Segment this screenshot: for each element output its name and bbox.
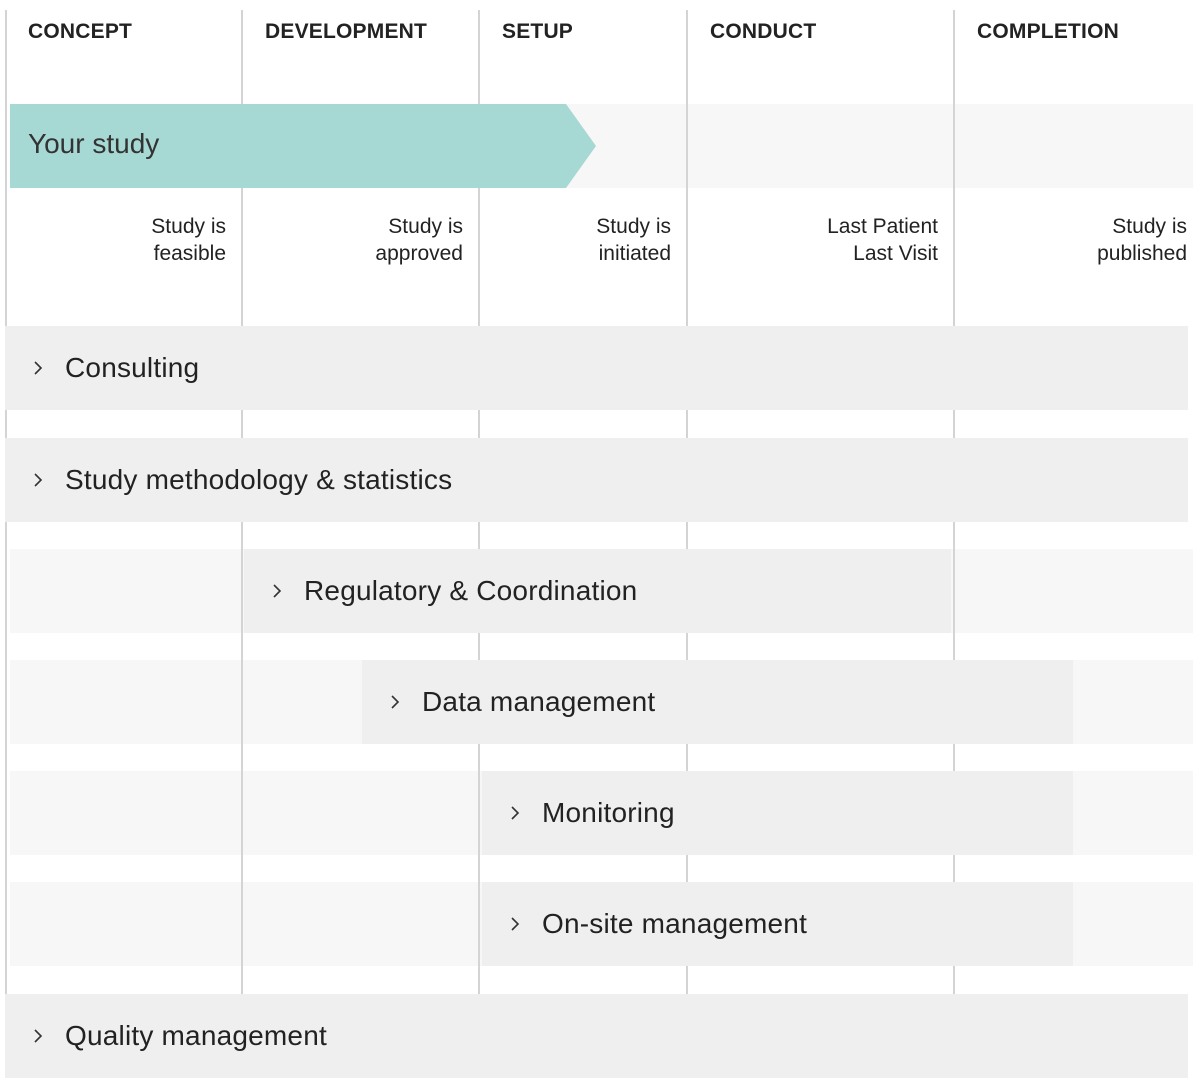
milestone-line: Last Patient <box>827 215 938 238</box>
phase-header-development: DEVELOPMENT <box>265 20 428 43</box>
milestone-published <box>1097 213 1187 267</box>
milestone-last-patient-last-visit <box>827 213 938 267</box>
service-label: Quality management <box>65 1020 327 1051</box>
chevron-right-icon <box>510 806 524 820</box>
milestone-line: Study is <box>151 215 226 238</box>
chevron-right-icon <box>33 1029 47 1043</box>
milestone-feasible <box>151 213 226 267</box>
chevron-right-icon <box>33 361 47 375</box>
phase-header-setup: SETUP <box>502 20 574 43</box>
chevron-right-icon <box>272 584 286 598</box>
service-data-management[interactable] <box>362 660 1073 744</box>
phase-header-conduct: CONDUCT <box>710 20 817 43</box>
milestone-initiated <box>596 213 671 267</box>
service-label: Study methodology & statistics <box>65 464 453 495</box>
service-label: On-site management <box>542 908 808 939</box>
service-consulting[interactable] <box>5 326 1188 410</box>
service-label: Monitoring <box>542 797 675 828</box>
milestone-line: Last Visit <box>853 242 938 265</box>
chevron-right-icon <box>390 695 404 709</box>
service-label: Data management <box>422 686 656 717</box>
service-label: Regulatory & Coordination <box>304 575 638 606</box>
service-monitoring[interactable] <box>482 771 1073 855</box>
your-study-arrow <box>10 104 596 188</box>
service-study-methodology-statistics[interactable] <box>5 438 1188 522</box>
service-quality-management[interactable] <box>5 994 1188 1078</box>
milestone-line: approved <box>375 242 463 265</box>
milestone-line: Study is <box>1112 215 1187 238</box>
phase-header-concept: CONCEPT <box>28 20 133 43</box>
service-regulatory-coordination[interactable] <box>244 549 951 633</box>
chevron-right-icon <box>510 917 524 931</box>
chevron-right-icon <box>33 473 47 487</box>
milestone-line: Study is <box>388 215 463 238</box>
milestone-line: feasible <box>153 242 226 265</box>
milestone-line: published <box>1097 242 1187 265</box>
service-on-site-management[interactable] <box>482 882 1073 966</box>
your-study-label: Your study <box>28 128 160 159</box>
milestone-line: initiated <box>598 242 671 265</box>
milestone-approved <box>375 213 463 267</box>
service-label: Consulting <box>65 352 200 383</box>
phase-header-completion: COMPLETION <box>977 20 1119 43</box>
milestone-line: Study is <box>596 215 671 238</box>
